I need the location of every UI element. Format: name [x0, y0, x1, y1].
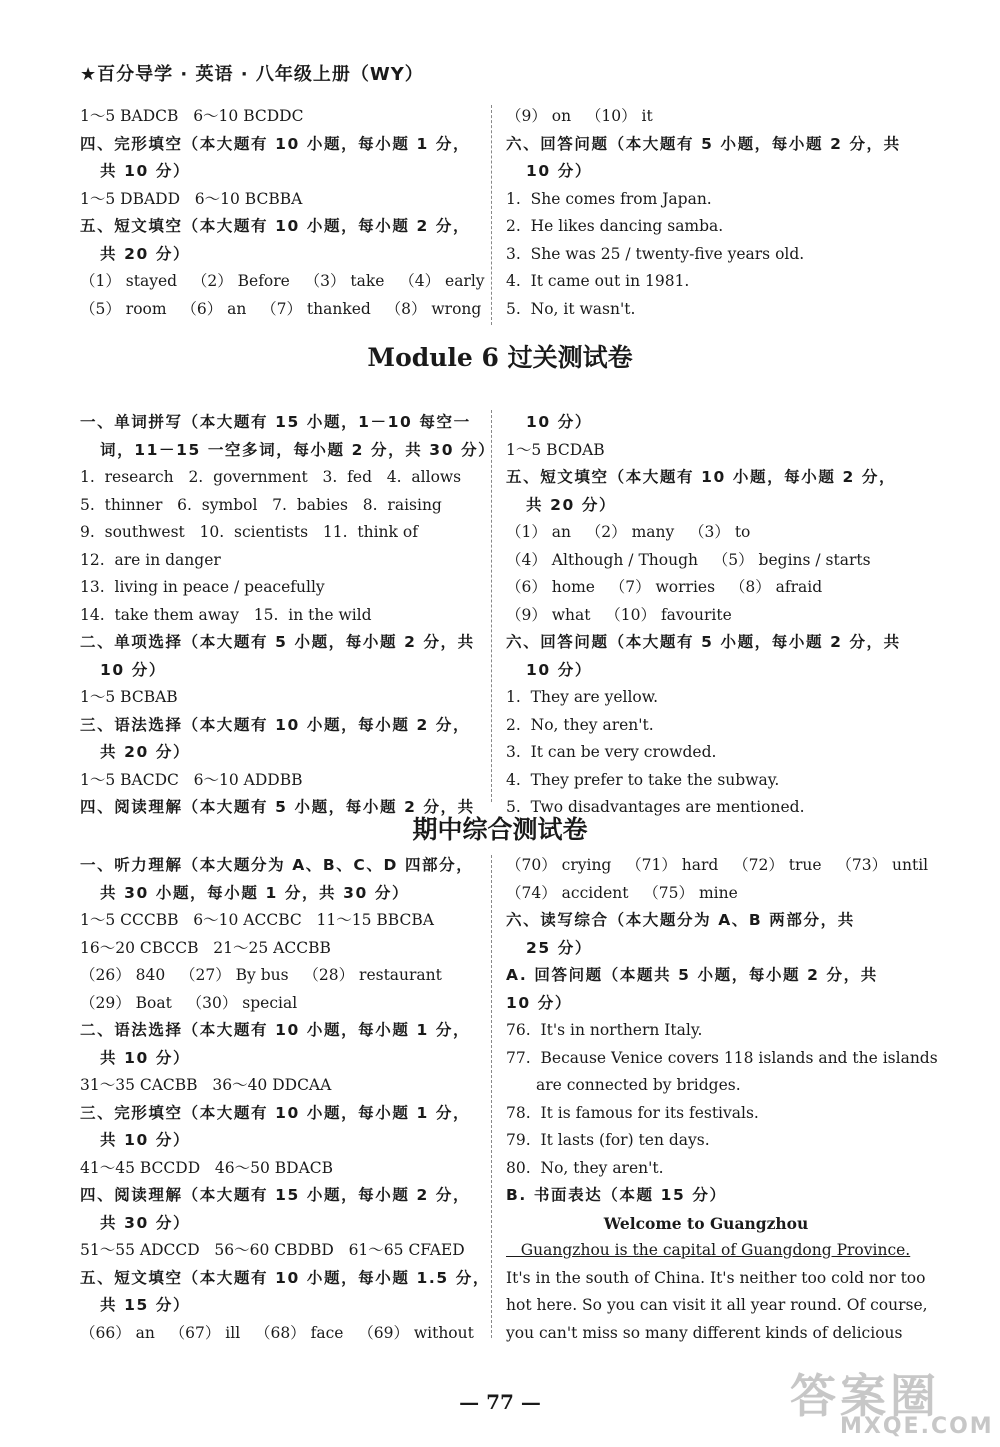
- answer-line: 1～5 BCBAB: [80, 688, 178, 706]
- answer-line: 共 30 小题，每小题 1 分，共 30 分）: [100, 883, 410, 902]
- answer-line: 2. No, they aren't.: [506, 715, 654, 734]
- answer-line: 一、单词拼写（本大题有 15 小题，1－10 每空一: [80, 413, 471, 431]
- answer-line: 二、语法选择（本大题有 10 小题，每小题 1 分，: [80, 1021, 471, 1039]
- answer-line: 六、读写综合（本大题分为 A、B 两部分，共: [506, 911, 855, 929]
- column-divider: [491, 410, 492, 802]
- sec1-left: [80, 103, 485, 323]
- answer-line: 76. It's in northern Italy.: [506, 1021, 703, 1039]
- answer-line: 共 20 分）: [526, 495, 617, 514]
- watermark-url: MXQE.COM: [840, 1414, 994, 1439]
- sec2-left: [80, 409, 496, 822]
- answer-line: 14. take them away 15. in the wild: [80, 605, 372, 624]
- answer-line: 41～45 BCCDD 46～50 BDACB: [80, 1158, 334, 1177]
- answer-line: 共 20 分）: [100, 244, 191, 263]
- answer-line: （26） 840 （27） By bus （28） restaurant: [80, 966, 442, 984]
- answer-line: 3. She was 25 / twenty-five years old.: [506, 244, 805, 263]
- answer-line: 25 分）: [526, 938, 592, 957]
- answer-line: 5. thinner 6. symbol 7. babies 8. raising: [80, 495, 442, 514]
- sec3-left: [80, 852, 490, 1347]
- answer-line: 31～35 CACBB 36～40 DDCAA: [80, 1076, 332, 1094]
- answer-line: 五、短文填空（本大题有 10 小题，每小题 2 分，: [506, 468, 897, 486]
- answer-line: 1～5 BACDC 6～10 ADDBB: [80, 770, 303, 789]
- answer-line: （66） an （67） ill （68） face （69） without: [80, 1323, 474, 1342]
- answer-line: 四、完形填空（本大题有 10 小题，每小题 1 分，: [80, 134, 471, 153]
- module6-title: Module 6 过关测试卷: [367, 343, 633, 372]
- answer-line: 78. It is famous for its festivals.: [506, 1103, 759, 1122]
- watermark: [790, 1360, 1000, 1447]
- column-divider: [491, 855, 492, 1338]
- answer-line: A. 回答问题（本题共 5 小题，每小题 2 分，共: [506, 966, 878, 984]
- answer-line: （29） Boat （30） special: [80, 993, 298, 1012]
- answer-line: 10 分）: [526, 660, 592, 679]
- answer-line: 三、语法选择（本大题有 10 小题，每小题 2 分，: [80, 715, 471, 734]
- answer-line: 五、短文填空（本大题有 10 小题，每小题 1.5 分，: [80, 1268, 490, 1287]
- answer-line: 六、回答问题（本大题有 5 小题，每小题 2 分，共: [506, 633, 901, 651]
- answer-line: 1. They are yellow.: [506, 688, 659, 706]
- answer-line: （74） accident （75） mine: [506, 883, 738, 902]
- midterm-title: 期中综合测试卷: [412, 815, 588, 844]
- answer-line: 1～5 BCDAB: [506, 440, 605, 459]
- answer-line: 3. It can be very crowded.: [506, 743, 717, 761]
- answer-line: （1） an （2） many （3） to: [506, 523, 751, 541]
- answer-line: 10 分）: [526, 413, 592, 431]
- answer-line: （5） room （6） an （7） thanked （8） wrong: [80, 299, 482, 318]
- answer-line: 二、单项选择（本大题有 5 小题，每小题 2 分，共: [80, 633, 475, 651]
- answer-line: 13. living in peace / peacefully: [80, 578, 325, 596]
- answer-line: 5. Two disadvantages are mentioned.: [506, 798, 805, 816]
- answer-line: Welcome to Guangzhou: [603, 1213, 809, 1233]
- answer-line: are connected by bridges.: [536, 1076, 741, 1094]
- answer-line: B. 书面表达（本题 15 分）: [506, 1186, 727, 1204]
- answer-line: 77. Because Venice covers 118 islands and the islands: [506, 1048, 938, 1067]
- answer-line: 9. southwest 10. scientists 11. think of: [80, 523, 418, 541]
- page-number: — 77 —: [459, 1390, 541, 1414]
- answer-line: 共 10 分）: [100, 162, 191, 180]
- answer-line: （9） what （10） favourite: [506, 605, 732, 624]
- answer-line: 4. They prefer to take the subway.: [506, 770, 780, 789]
- answer-line: 四、阅读理解（本大题有 15 小题，每小题 2 分，: [80, 1186, 471, 1204]
- answer-line: （6） home （7） worries （8） afraid: [506, 578, 823, 596]
- answer-line: 10 分）: [506, 993, 572, 1012]
- answer-line: 三、完形填空（本大题有 10 小题，每小题 1 分，: [80, 1103, 471, 1122]
- answer-line: 共 10 分）: [100, 1048, 191, 1067]
- column-divider: [491, 105, 492, 325]
- answer-line: 1. research 2. government 3. fed 4. allows: [80, 468, 462, 486]
- answer-line: 4. It came out in 1981.: [506, 272, 690, 290]
- answer-line: 共 30 分）: [100, 1213, 191, 1232]
- answer-line: It's in the south of China. It's neither too cold nor too: [506, 1268, 926, 1287]
- answer-line: you can't miss so many different kinds of delicious: [506, 1323, 903, 1342]
- answer-line: （9） on （10） it: [506, 107, 653, 125]
- sec1-right: [506, 103, 906, 323]
- answer-line: 2. He likes dancing samba.: [506, 217, 724, 235]
- answer-line: 一、听力理解（本大题分为 A、B、C、D 四部分，: [80, 856, 474, 874]
- book-header: ★百分导学 · 英语 · 八年级上册（WY）: [80, 64, 424, 85]
- sec3-right: [506, 852, 938, 1347]
- answer-line: （4） Although / Though （5） begins / starts: [506, 550, 871, 569]
- answer-line: 词，11－15 一空多词，每小题 2 分，共 30 分）: [100, 440, 496, 459]
- answer-line: hot here. So you can visit it all year round. Of course,: [506, 1296, 928, 1314]
- answer-line: 五、短文填空（本大题有 10 小题，每小题 2 分，: [80, 217, 471, 235]
- answer-line: 1～5 DBADD 6～10 BCBBA: [80, 189, 303, 208]
- answer-line: 79. It lasts (for) ten days.: [506, 1131, 710, 1149]
- answer-line: 10 分）: [526, 162, 592, 180]
- watermark-logo: 答案圈: [790, 1369, 940, 1423]
- answer-line: （70） crying （71） hard （72） true （73） until: [506, 856, 929, 874]
- answer-line: 六、回答问题（本大题有 5 小题，每小题 2 分，共: [506, 134, 901, 153]
- answer-line: 共 20 分）: [100, 743, 191, 761]
- sec2-right: [506, 409, 906, 822]
- answer-line: 共 15 分）: [100, 1296, 191, 1314]
- answer-line: 5. No, it wasn't.: [506, 299, 636, 318]
- answer-line: Guangzhou is the capital of Guangdong Province.: [506, 1241, 911, 1259]
- answer-line: 1～5 BADCB 6～10 BCDDC: [80, 107, 304, 125]
- answer-line: 16～20 CBCCB 21～25 ACCBB: [80, 938, 331, 957]
- answer-line: 80. No, they aren't.: [506, 1158, 664, 1177]
- answer-line: 51～55 ADCCD 56～60 CBDBD 61～65 CFAED: [80, 1241, 465, 1259]
- answer-line: 共 10 分）: [100, 1131, 191, 1149]
- answer-line: （1） stayed （2） Before （3） take （4） early: [80, 272, 485, 290]
- answer-line: 1～5 CCCBB 6～10 ACCBC 11～15 BBCBA: [80, 911, 434, 929]
- answer-line: 1. She comes from Japan.: [506, 189, 712, 208]
- answer-line: 12. are in danger: [80, 550, 221, 569]
- answer-line: 10 分）: [100, 660, 166, 679]
- answer-line: 四、阅读理解（本大题有 5 小题，每小题 2 分，共: [80, 798, 475, 816]
